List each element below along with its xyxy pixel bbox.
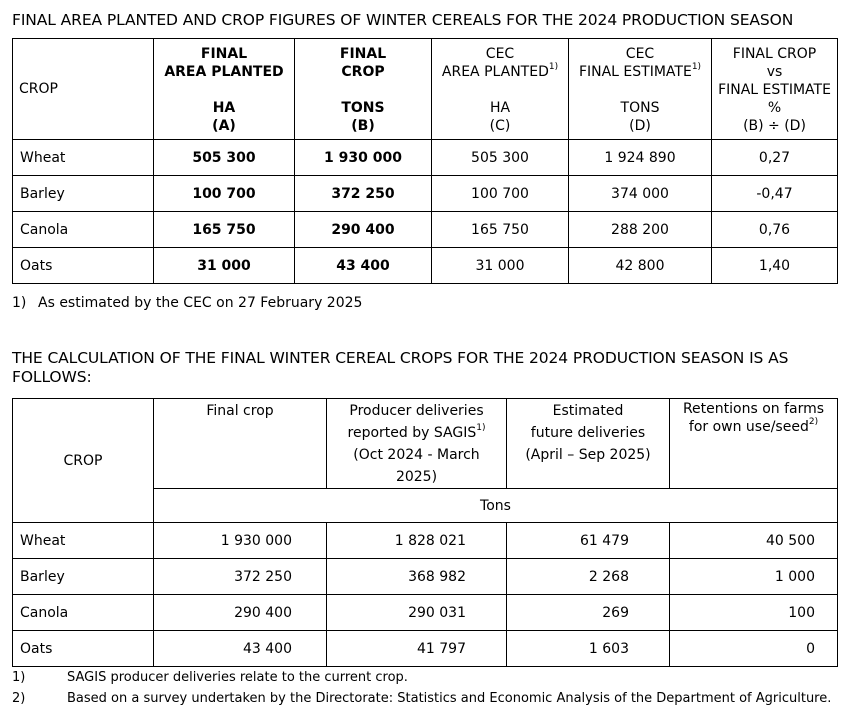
final-crop-value: 372 250 <box>154 559 327 595</box>
crop-name: Barley <box>13 176 154 212</box>
cec-area-value: 505 300 <box>432 140 569 176</box>
final-crop-value: 1 930 000 <box>154 523 327 559</box>
table-row <box>13 523 838 559</box>
retentions-value: 0 <box>670 631 838 667</box>
estimated-deliveries-value: 2 268 <box>507 559 670 595</box>
table2-title: THE CALCULATION OF THE FINAL WINTER CEREAL CROPS FOR THE 2024 PRODUCTION SEASON IS AS FOLLOWS: <box>12 349 789 386</box>
estimated-deliveries-header: Estimated future deliveries (April – Sep 2025) <box>507 399 670 489</box>
cec-estimate-header: CEC FINAL ESTIMATE$^{1)}$ TONS (D) <box>569 39 712 140</box>
crop-name: Oats <box>13 248 154 284</box>
percentage-value: -0,47 <box>712 176 838 212</box>
footnote-text: SAGIS producer deliveries relate to the current crop. <box>67 670 408 685</box>
final-crop-header: Final crop <box>154 399 327 489</box>
percentage-value: 1,40 <box>712 248 838 284</box>
producer-deliveries-value: 368 982 <box>327 559 507 595</box>
footnote-text: As estimated by the CEC on 27 February 2025 <box>38 295 363 311</box>
crop-name: Canola <box>13 595 154 631</box>
cec-estimate-value: 42 800 <box>569 248 712 284</box>
estimated-deliveries-value: 61 479 <box>507 523 670 559</box>
final-crop-calculation-table <box>12 398 838 667</box>
retentions-value: 40 500 <box>670 523 838 559</box>
crop-name: Wheat <box>13 523 154 559</box>
table-row <box>13 559 838 595</box>
crop-name: Oats <box>13 631 154 667</box>
footnote-text: Based on a survey undertaken by the Directorate: Statistics and Economic Analysis of the Department of Agriculture. <box>67 691 832 706</box>
final-area-value: 505 300 <box>154 140 295 176</box>
crop-name: Wheat <box>13 140 154 176</box>
final-crop-value: 372 250 <box>295 176 432 212</box>
final-area-crop-table <box>12 38 838 284</box>
percentage-value: 0,27 <box>712 140 838 176</box>
table-row <box>13 176 838 212</box>
table1-header-row <box>13 39 838 140</box>
final-crop-value: 43 400 <box>295 248 432 284</box>
cec-estimate-value: 288 200 <box>569 212 712 248</box>
final-area-value: 31 000 <box>154 248 295 284</box>
final-crop-value: 290 400 <box>295 212 432 248</box>
final-area-value: 165 750 <box>154 212 295 248</box>
crop-name: Barley <box>13 559 154 595</box>
table-row <box>13 140 838 176</box>
cec-area-header: CEC AREA PLANTED$^{1)}$ HA (C) <box>432 39 569 140</box>
table2-footnote-1 <box>12 670 408 685</box>
final-area-value: 100 700 <box>154 176 295 212</box>
final-crop-value: 290 400 <box>154 595 327 631</box>
footnote-number: 1) <box>12 295 27 311</box>
retentions-value: 1 000 <box>670 559 838 595</box>
crop-column-header: CROP <box>13 399 154 523</box>
percentage-value: 0,76 <box>712 212 838 248</box>
producer-deliveries-value: 290 031 <box>327 595 507 631</box>
table1-title: FINAL AREA PLANTED AND CROP FIGURES OF WINTER CEREALS FOR THE 2024 PRODUCTION SEASON <box>12 11 794 29</box>
table2-footnote-2 <box>12 691 831 706</box>
footnote-number: 1) <box>12 670 26 685</box>
final-area-header: FINAL AREA PLANTED HA (A) <box>154 39 295 140</box>
final-crop-header: FINAL CROP TONS (B) <box>295 39 432 140</box>
table1-footnote <box>12 295 362 311</box>
table-row <box>13 212 838 248</box>
final-crop-value: 1 930 000 <box>295 140 432 176</box>
table-row <box>13 595 838 631</box>
cec-area-value: 31 000 <box>432 248 569 284</box>
crop-name: Canola <box>13 212 154 248</box>
retentions-value: 100 <box>670 595 838 631</box>
crop-column-header: CROP <box>13 39 154 140</box>
footnote-number: 2) <box>12 691 26 706</box>
estimated-deliveries-value: 1 603 <box>507 631 670 667</box>
final-crop-value: 43 400 <box>154 631 327 667</box>
retentions-header: Retentions on farms for own use/seed$^{2)}$ <box>670 399 838 489</box>
cec-estimate-value: 1 924 890 <box>569 140 712 176</box>
cec-area-value: 165 750 <box>432 212 569 248</box>
table-row <box>13 631 838 667</box>
cec-area-value: 100 700 <box>432 176 569 212</box>
estimated-deliveries-value: 269 <box>507 595 670 631</box>
crop-vs-estimate-header: FINAL CROP vs FINAL ESTIMATE % (B) ÷ (D) <box>712 39 838 140</box>
producer-deliveries-value: 41 797 <box>327 631 507 667</box>
unit-label: Tons <box>154 489 838 523</box>
table-row <box>13 248 838 284</box>
table2-header-row <box>13 399 838 489</box>
producer-deliveries-value: 1 828 021 <box>327 523 507 559</box>
producer-deliveries-header: Producer deliveries reported by SAGIS$^{1)}$ (Oct 2024 - March 2025) <box>327 399 507 489</box>
cec-estimate-value: 374 000 <box>569 176 712 212</box>
